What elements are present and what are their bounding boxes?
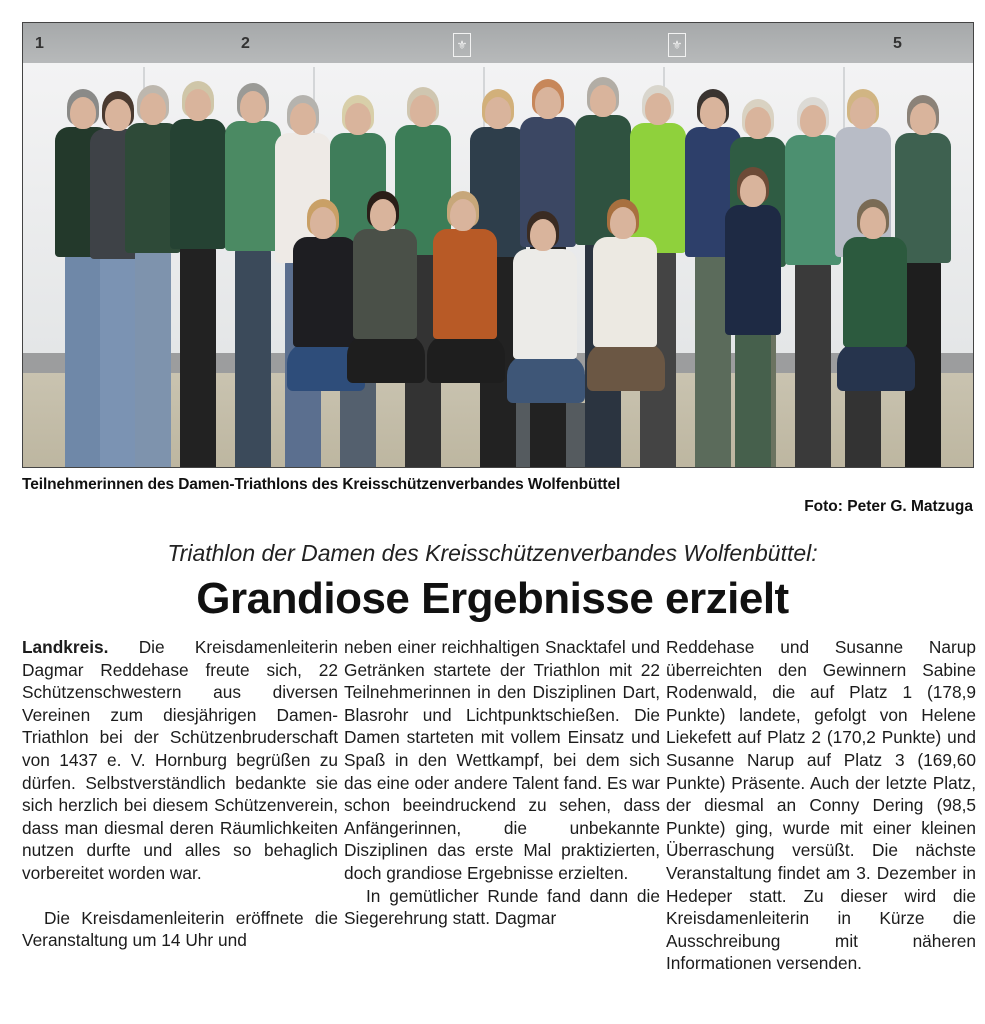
legs xyxy=(795,263,831,468)
lane-number: 1 xyxy=(35,35,44,52)
face xyxy=(700,97,726,129)
paragraph-text: Die Kreisdamenleiterin Dagmar Reddehase freute sich, 22 Schützenschwestern aus diversen Vereinen zum diesjährigen Damen-Triathlon bei der Schützenbruderschaft von 1437 e. V. Hornburg begrüßen zu dürfen. Selbstverständlich bedankte sie sich herzlich bei diesem Schützenverein, dass man diesmal deren Räumlichkeiten nutzen durfte und alles so behaglich vorbereitet worden war. xyxy=(22,637,338,883)
dateline: Landkreis. xyxy=(22,637,109,657)
face xyxy=(185,89,211,121)
legs xyxy=(507,355,585,403)
torso xyxy=(725,205,781,335)
paragraph: In gemütlicher Runde fand dann die Siegerehrung statt. Dagmar xyxy=(344,885,660,929)
legs xyxy=(735,333,771,468)
face xyxy=(485,97,511,129)
group-photo xyxy=(22,22,974,468)
person-figure xyxy=(293,203,353,468)
face xyxy=(850,97,876,129)
face xyxy=(740,175,766,207)
lane-number: 2 xyxy=(241,35,250,52)
legs xyxy=(837,343,915,391)
person-figure xyxy=(168,85,228,425)
person-figure xyxy=(723,171,783,468)
torso xyxy=(513,249,577,359)
face xyxy=(240,91,266,123)
torso xyxy=(293,237,357,347)
face xyxy=(860,207,886,239)
face xyxy=(410,95,436,127)
paragraph: Reddehase und Susanne Narup überreichten den Gewinnern Sabine Rodenwald, die auf Platz 1 (178,9 Punkte) landete, gefolgt von Helene Liekefett auf Platz 2 (170,2 Punkte) und Susanne Narup auf Platz 3 (169,60 Punkte) Präsente. Auch der letzte Platz, der diesmal an Conny Dering (98,5 Punkte) ging, wurde mit einer kleinen Überraschung versüßt. Die nächste Veranstaltung findet am 3. Dezember in Hedeper statt. Zu dieser wird die Kreisdamenleiterin in Kürze die Ausschreibung mit näheren Informationen versenden. xyxy=(666,637,976,974)
face xyxy=(370,199,396,231)
article-column-3 xyxy=(666,636,976,975)
face xyxy=(450,199,476,231)
legs xyxy=(587,343,665,391)
face xyxy=(535,87,561,119)
photo-credit: Foto: Peter G. Matzuga xyxy=(804,498,973,515)
person-figure xyxy=(843,203,903,468)
legs xyxy=(235,249,271,468)
paragraph: neben einer reichhaltigen Snacktafel und Getränken startete der Triathlon mit 22 Teilnehmerinnen in den Disziplinen Dart, Blasrohr und Lichtpunktschießen. Die Damen starteten mit vollem Einsatz und Spaß in den Wettkampf, bei dem sich das eine oder andere Talent fand. Es war schon beeindruckend zu sehen, dass Anfängerinnen, die unbekannte Disziplinen das erste Mal praktizierten, doch grandiose Ergebnisse erzielten. xyxy=(344,637,660,883)
paragraph: Die Kreisdamenleiterin eröffnete die Veranstaltung um 14 Uhr und xyxy=(22,907,338,951)
face xyxy=(590,85,616,117)
article-column-2 xyxy=(344,636,660,930)
ceiling-beam xyxy=(23,23,973,63)
torso xyxy=(843,237,907,347)
face xyxy=(745,107,771,139)
torso xyxy=(593,237,657,347)
face xyxy=(800,105,826,137)
face xyxy=(140,93,166,125)
target-symbol-icon: ⚜ xyxy=(668,33,686,57)
article-column-1 xyxy=(22,636,338,952)
face xyxy=(310,207,336,239)
torso xyxy=(433,229,497,339)
person-figure xyxy=(593,203,653,468)
legs xyxy=(135,251,171,468)
lane-number: 5 xyxy=(893,35,902,52)
article-headline: Grandiose Ergebnisse erzielt xyxy=(196,574,789,623)
face xyxy=(345,103,371,135)
face xyxy=(645,93,671,125)
legs xyxy=(180,247,216,468)
photo-caption: Teilnehmerinnen des Damen-Triathlons des Kreisschützenverbandes Wolfenbüttel xyxy=(22,476,621,493)
legs xyxy=(347,335,425,383)
person-figure xyxy=(433,195,493,468)
article-kicker: Triathlon der Damen des Kreisschützenverbandes Wolfenbüttel: xyxy=(167,540,818,566)
face xyxy=(610,207,636,239)
person-figure xyxy=(353,195,413,468)
person-figure xyxy=(513,215,573,468)
torso xyxy=(170,119,226,249)
legs xyxy=(427,335,505,383)
paragraph xyxy=(22,636,338,885)
target-symbol-icon: ⚜ xyxy=(453,33,471,57)
face xyxy=(530,219,556,251)
torso xyxy=(353,229,417,339)
face xyxy=(910,103,936,135)
face xyxy=(290,103,316,135)
